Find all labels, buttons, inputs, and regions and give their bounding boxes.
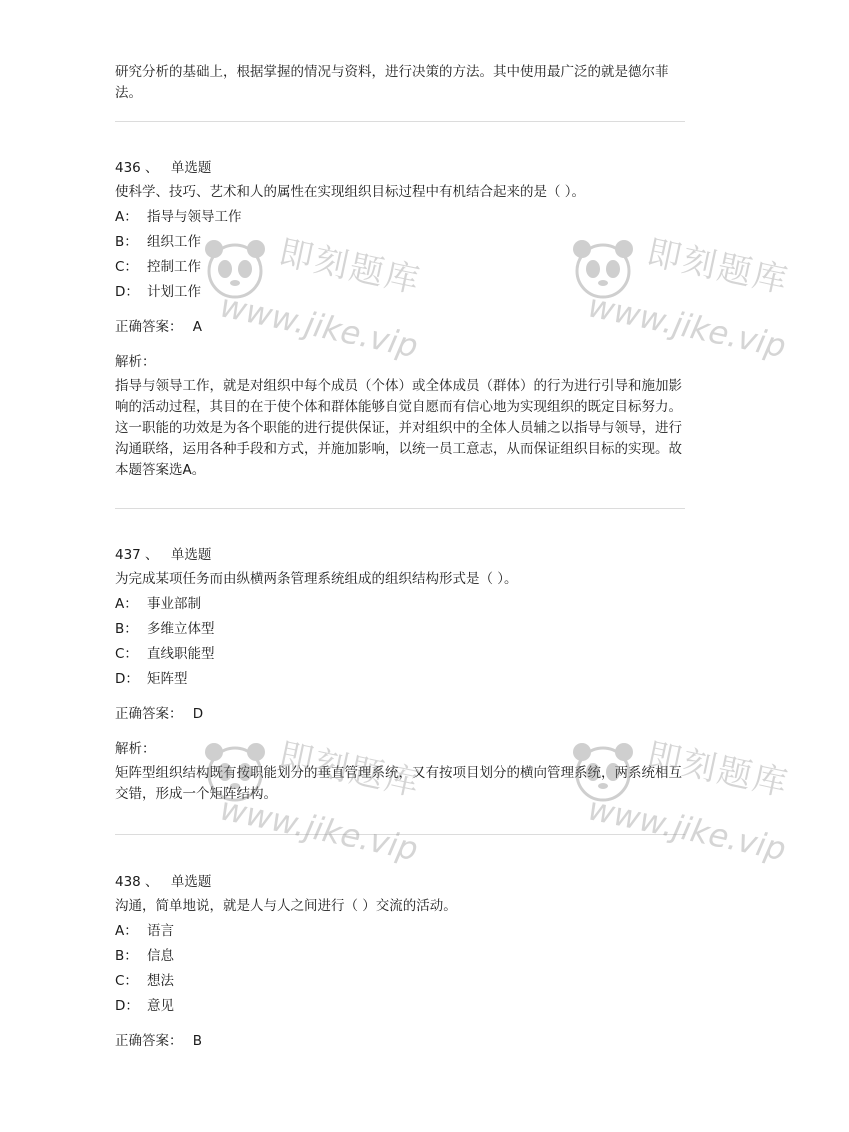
option-text: 控制工作	[147, 259, 201, 275]
option-text: 语言	[147, 923, 174, 939]
option-text: 组织工作	[147, 234, 201, 250]
watermark-url: www.jike.vip	[584, 286, 790, 366]
analysis-text: 指导与领导工作，就是对组织中每个成员（个体）或全体成员（群体）的行为进行引导和施加影响的活动过程，其目的在于使个体和群体能够自觉自愿而有信心地为实现组织的既定目标努力。这一职能的功效是为各个职能的进行提供保证，并对组织中的全体人员辅之以指导与领导，进行沟通联络，运用各种手段和方式，并施加影响，以统一员工意志，从而保证组织目标的实现。故本题答案选A。	[115, 378, 682, 478]
question-number: 436 、	[115, 160, 159, 176]
option-d	[115, 996, 685, 1021]
option-c	[115, 971, 685, 996]
answer-value: D	[192, 706, 204, 722]
answer-line	[115, 704, 685, 724]
answer-line	[115, 317, 685, 337]
option-key: C：	[115, 973, 138, 989]
option-key: D：	[115, 671, 139, 687]
option-c	[115, 644, 685, 669]
option-key: A：	[115, 923, 138, 939]
question-type: 单选题	[170, 874, 212, 890]
watermark-brand: 即刻题库	[275, 735, 425, 805]
option-d	[115, 282, 685, 307]
option-a	[115, 921, 685, 946]
question-number: 437 、	[115, 547, 159, 563]
option-text: 多维立体型	[147, 621, 215, 637]
option-b	[115, 946, 685, 971]
options-list	[115, 207, 685, 307]
option-text: 想法	[147, 973, 174, 989]
option-text: 计划工作	[147, 284, 201, 300]
question-header	[115, 158, 685, 178]
option-key: C：	[115, 259, 138, 275]
question-stem: 为完成某项任务而由纵横两条管理系统组成的组织结构形式是（ ）。	[115, 571, 518, 587]
question-type: 单选题	[170, 547, 212, 563]
option-text: 事业部制	[147, 596, 201, 612]
intro-paragraph: 研究分析的基础上，根据掌握的情况与资料，进行决策的方法。其中使用最广泛的就是德尔菲法。	[115, 64, 669, 101]
watermark-brand: 即刻题库	[275, 232, 425, 302]
option-d	[115, 669, 685, 694]
option-key: B：	[115, 621, 138, 637]
option-a	[115, 207, 685, 232]
divider	[115, 121, 685, 122]
question-436	[115, 158, 685, 481]
option-text: 指导与领导工作	[147, 209, 242, 225]
option-b	[115, 619, 685, 644]
divider	[115, 508, 685, 509]
answer-label: 正确答案：	[115, 706, 183, 722]
question-type: 单选题	[170, 160, 212, 176]
option-key: A：	[115, 596, 138, 612]
question-stem: 使科学、技巧、艺术和人的属性在实现组织目标过程中有机结合起来的是（ ）。	[115, 184, 586, 200]
question-438	[115, 872, 685, 1051]
option-text: 矩阵型	[147, 671, 188, 687]
option-key: C：	[115, 646, 138, 662]
option-text: 信息	[147, 948, 174, 964]
option-text: 意见	[147, 998, 174, 1014]
watermark-url: www.jike.vip	[216, 789, 422, 869]
question-header	[115, 872, 685, 892]
analysis-text: 矩阵型组织结构既有按职能划分的垂直管理系统，又有按项目划分的横向管理系统，两系统相互交错，形成一个矩阵结构。	[115, 765, 682, 802]
option-c	[115, 257, 685, 282]
question-437	[115, 545, 685, 805]
options-list	[115, 594, 685, 694]
watermark-brand: 即刻题库	[643, 735, 793, 805]
option-b	[115, 232, 685, 257]
option-key: B：	[115, 234, 138, 250]
answer-value: B	[192, 1033, 203, 1049]
answer-line	[115, 1031, 685, 1051]
answer-value: A	[192, 319, 203, 335]
answer-label: 正确答案：	[115, 319, 183, 335]
watermark-url: www.jike.vip	[216, 286, 422, 366]
options-list	[115, 921, 685, 1021]
divider	[115, 834, 685, 835]
analysis-label: 解析：	[115, 741, 156, 757]
question-stem: 沟通，简单地说，就是人与人之间进行（ ）交流的活动。	[115, 898, 457, 914]
option-key: D：	[115, 998, 139, 1014]
question-number: 438 、	[115, 874, 159, 890]
watermark-brand: 即刻题库	[643, 232, 793, 302]
watermark-url: www.jike.vip	[584, 789, 790, 869]
option-key: A：	[115, 209, 138, 225]
option-text: 直线职能型	[147, 646, 215, 662]
option-key: B：	[115, 948, 138, 964]
option-key: D：	[115, 284, 139, 300]
option-a	[115, 594, 685, 619]
analysis-label: 解析：	[115, 354, 156, 370]
answer-label: 正确答案：	[115, 1033, 183, 1049]
question-header	[115, 545, 685, 565]
